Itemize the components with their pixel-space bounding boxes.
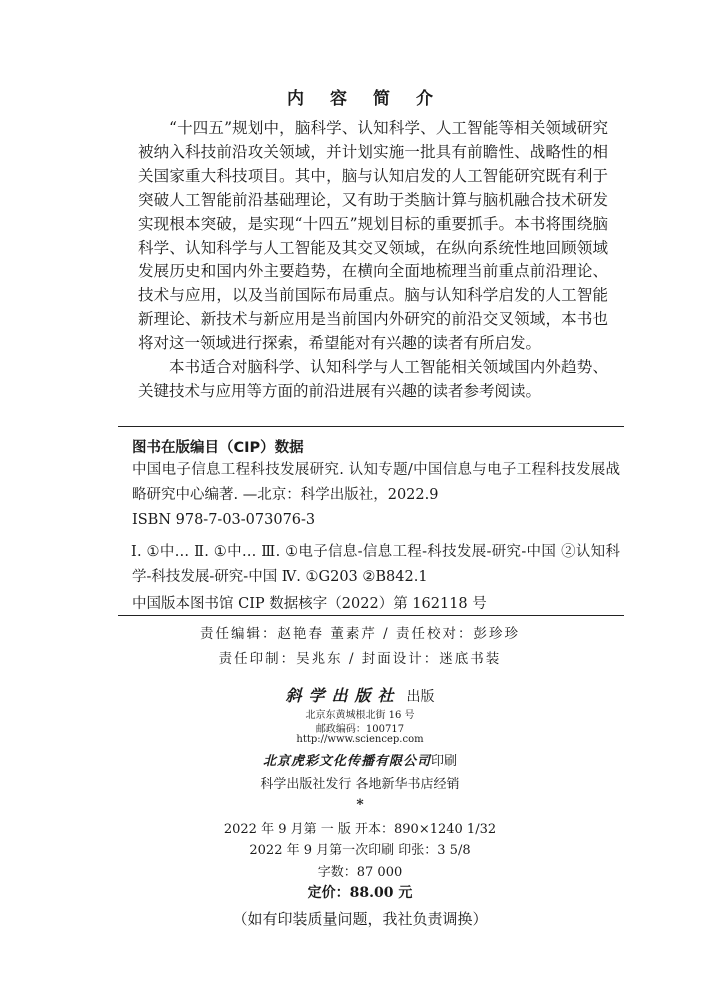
printer-line	[0, 750, 720, 769]
printing-line: 2022 年 9 月第一次印刷 印张：3 5/8	[249, 843, 471, 858]
summary-text	[138, 117, 608, 404]
summary-title: 内容简介	[287, 89, 459, 109]
cip-classification: Ⅰ. ①中… Ⅱ. ①中… Ⅲ. ①电子信息-信息工程-科技发展-研究-中国 ②认知科学-科技发展-研究-中国 Ⅳ. ①G203 ②B842.1	[131, 544, 620, 585]
divider-star: *	[356, 797, 364, 813]
quality-note: （如有印装质量问题，我社负责调换）	[232, 910, 488, 928]
summary-paragraph-2: 本书适合对脑科学、认知科学与人工智能相关领域国内外趋势、关键技术与应用等方面的前沿进展有兴趣的读者参考阅读。	[138, 358, 608, 400]
printer-name: 北京虎彩文化传播有限公司	[262, 754, 431, 769]
publisher-suffix: 出版	[406, 689, 435, 705]
price-line: 定价：88.00 元	[307, 885, 413, 901]
staff-line-1: 责任编辑：赵艳春 董素芹 / 责任校对：彭珍珍	[200, 626, 520, 642]
publisher-postcode: 邮政编码：100717	[315, 724, 405, 735]
cip-top-rule	[118, 426, 624, 427]
publisher-line	[0, 683, 720, 706]
edition-line: 2022 年 9 月第 一 版 开本：890×1240 1/32	[223, 822, 497, 837]
staff-line-2: 责任印制：吴兆东 / 封面设计：迷底书装	[218, 651, 502, 667]
publisher-logo: 斜学出版社	[285, 686, 401, 705]
cip-isbn: ISBN 978-7-03-073076-3	[132, 512, 316, 528]
publisher-url: http://www.sciencep.com	[296, 734, 424, 745]
cip-record-block	[132, 458, 620, 533]
printer-suffix: 印刷	[431, 754, 458, 769]
distribution-line: 科学出版社发行 各地新华书店经销	[260, 777, 460, 792]
cip-record: 中国电子信息工程科技发展研究. 认知专题/中国信息与电子工程科技发展战略研究中心编著. —北京：科学出版社，2022.9	[132, 462, 620, 503]
cip-heading: 图书在版编目（CIP）数据	[132, 440, 304, 456]
wordcount-line: 字数：87 000	[317, 865, 403, 880]
publisher-address: 北京东黄城根北街 16 号	[305, 710, 415, 721]
cip-classification-block	[132, 540, 620, 590]
cip-verify-number: 中国版本图书馆 CIP 数据核字（2022）第 162118 号	[132, 596, 487, 612]
summary-paragraph-1: “十四五”规划中，脑科学、认知科学、人工智能等相关领域研究被纳入科技前沿攻关领域，并计划实施一批具有前瞻性、战略性的相关国家重大科技项目。其中，脑与认知启发的人工智能研究既有利于突破人工智能前沿基础理论，又有助于类脑计算与脑机融合技术研发实现根本突破，是实现“十四五”规划目标的重要抓手。本书将围绕脑科学、认知科学与人工智能及其交叉领域，在纵向系统性地回顾领域发展历史和国内外主要趋势，在横向全面地梳理当前重点前沿理论、技术与应用，以及当前国际布局重点。脑与认知科学启发的人工智能新理论、新技术与新应用是当前国内外研究的前沿交叉领域，本书也将对这一领域进行探索，希望能对有兴趣的读者有所启发。	[138, 119, 608, 353]
cip-bottom-rule	[118, 615, 624, 616]
